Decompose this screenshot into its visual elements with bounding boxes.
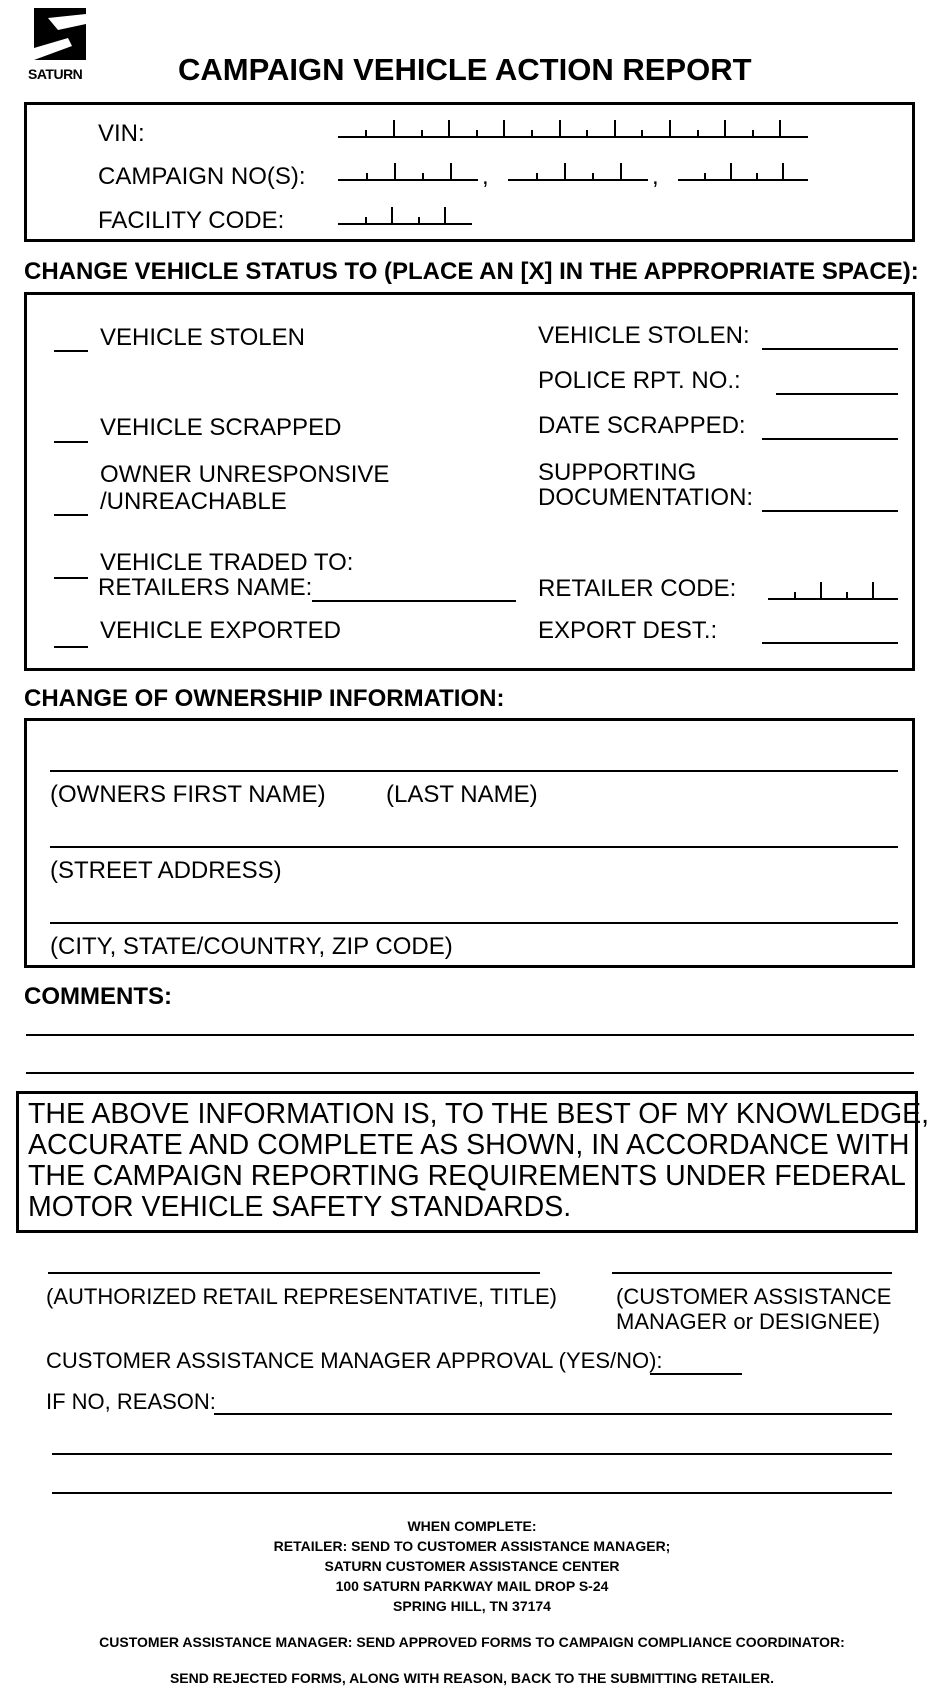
traded-option-label-1: VEHICLE TRADED TO:: [100, 549, 354, 576]
city-state-zip-label: (CITY, STATE/COUNTRY, ZIP CODE): [50, 933, 453, 960]
approval-label: CUSTOMER ASSISTANCE MANAGER APPROVAL (YES/NO):: [46, 1348, 663, 1373]
exported-checkbox[interactable]: [54, 646, 88, 648]
campaign-separator-2: ,: [652, 163, 659, 190]
cam-instruction: CUSTOMER ASSISTANCE MANAGER: SEND APPROVED FORMS TO CAMPAIGN COMPLIANCE COORDINATOR:: [99, 1634, 845, 1650]
street-address-field[interactable]: [50, 846, 898, 848]
campaign-number-2-field[interactable]: [508, 163, 648, 181]
footer-line-3: SATURN CUSTOMER ASSISTANCE CENTER: [324, 1558, 620, 1574]
attestation-line-4: MOTOR VEHICLE SAFETY STANDARDS.: [28, 1191, 572, 1223]
export-destination-label: EXPORT DEST.:: [538, 617, 718, 644]
vin-label: VIN:: [98, 120, 145, 147]
campaign-separator-1: ,: [482, 163, 489, 190]
stolen-checkbox[interactable]: [54, 350, 88, 352]
supporting-doc-label-1: SUPPORTING: [538, 459, 697, 486]
campaign-number-3-field[interactable]: [678, 163, 808, 181]
street-address-label: (STREET ADDRESS): [50, 857, 282, 884]
status-heading: CHANGE VEHICLE STATUS TO (PLACE AN [X] IN THE APPROPRIATE SPACE):: [24, 258, 919, 285]
export-destination-field[interactable]: [762, 642, 898, 644]
retailer-code-label: RETAILER CODE:: [538, 575, 737, 602]
facility-label: FACILITY CODE:: [98, 207, 285, 234]
city-state-zip-field[interactable]: [50, 922, 898, 924]
supporting-doc-label-2: DOCUMENTATION:: [538, 484, 754, 511]
cam-signature-field[interactable]: [612, 1272, 892, 1274]
ownership-box: [24, 718, 915, 968]
comments-heading: COMMENTS:: [24, 983, 172, 1010]
footer-line-2: RETAILER: SEND TO CUSTOMER ASSISTANCE MANAGER;: [273, 1538, 671, 1554]
page-title: CAMPAIGN VEHICLE ACTION REPORT: [178, 52, 752, 87]
attestation-line-1: THE ABOVE INFORMATION IS, TO THE BEST OF MY KNOWLEDGE,: [28, 1098, 930, 1130]
logo-text: SATURN: [28, 66, 83, 82]
exported-option-label: VEHICLE EXPORTED: [100, 617, 341, 644]
supporting-doc-field[interactable]: [762, 510, 898, 512]
police-report-field[interactable]: [776, 393, 898, 395]
traded-option-label-2: RETAILERS NAME:: [98, 574, 313, 601]
scrapped-checkbox[interactable]: [54, 441, 88, 443]
comments-line-1[interactable]: [26, 1034, 914, 1036]
retailer-code-field[interactable]: [768, 582, 898, 600]
attestation-text: [28, 1099, 929, 1223]
saturn-logo: [28, 8, 92, 82]
saturn-logo-icon: [28, 8, 92, 66]
approval-field[interactable]: [650, 1373, 742, 1375]
rejected-instruction: SEND REJECTED FORMS, ALONG WITH REASON, BACK TO THE SUBMITTING RETAILER.: [169, 1670, 775, 1686]
reason-label: IF NO, REASON:: [46, 1389, 216, 1414]
campaign-label: CAMPAIGN NO(S):: [98, 163, 306, 190]
footer-address-block: [0, 1516, 944, 1616]
reason-field-2[interactable]: [52, 1453, 892, 1455]
campaign-number-1-field[interactable]: [338, 163, 478, 181]
retail-rep-signature-field[interactable]: [48, 1272, 540, 1274]
footer-line-5: SPRING HILL, TN 37174: [393, 1598, 551, 1614]
date-scrapped-label: DATE SCRAPPED:: [538, 412, 746, 439]
unresponsive-checkbox[interactable]: [54, 514, 88, 516]
attestation-line-3: THE CAMPAIGN REPORTING REQUIREMENTS UNDER FEDERAL: [28, 1160, 906, 1192]
ownership-heading: CHANGE OF OWNERSHIP INFORMATION:: [24, 685, 505, 712]
owner-first-name-label: (OWNERS FIRST NAME): [50, 781, 326, 808]
date-scrapped-field[interactable]: [762, 438, 898, 440]
owner-last-name-label: (LAST NAME): [386, 781, 538, 808]
stolen-date-label: VEHICLE STOLEN:: [538, 322, 750, 349]
footer-line-4: 100 SATURN PARKWAY MAIL DROP S-24: [335, 1578, 609, 1594]
comments-line-2[interactable]: [26, 1072, 914, 1074]
cam-label-2: MANAGER or DESIGNEE): [616, 1309, 881, 1334]
reason-field-1[interactable]: [214, 1413, 892, 1415]
traded-checkbox[interactable]: [54, 577, 88, 579]
cam-label-1: (CUSTOMER ASSISTANCE: [616, 1284, 892, 1309]
stolen-option-label: VEHICLE STOLEN: [100, 324, 305, 351]
police-report-label: POLICE RPT. NO.:: [538, 367, 741, 394]
vin-field[interactable]: [338, 120, 808, 138]
scrapped-option-label: VEHICLE SCRAPPED: [100, 414, 342, 441]
owner-name-field[interactable]: [50, 770, 898, 772]
retail-rep-label: (AUTHORIZED RETAIL REPRESENTATIVE, TITLE): [46, 1284, 557, 1309]
retailer-name-field[interactable]: [312, 600, 516, 602]
unresponsive-option-label-2: /UNREACHABLE: [100, 488, 287, 515]
stolen-date-field[interactable]: [762, 348, 898, 350]
reason-field-3[interactable]: [52, 1492, 892, 1494]
footer-line-1: WHEN COMPLETE:: [407, 1518, 537, 1534]
unresponsive-option-label-1: OWNER UNRESPONSIVE: [100, 461, 390, 488]
attestation-line-2: ACCURATE AND COMPLETE AS SHOWN, IN ACCORDANCE WITH: [28, 1129, 910, 1161]
facility-code-field[interactable]: [338, 207, 472, 225]
